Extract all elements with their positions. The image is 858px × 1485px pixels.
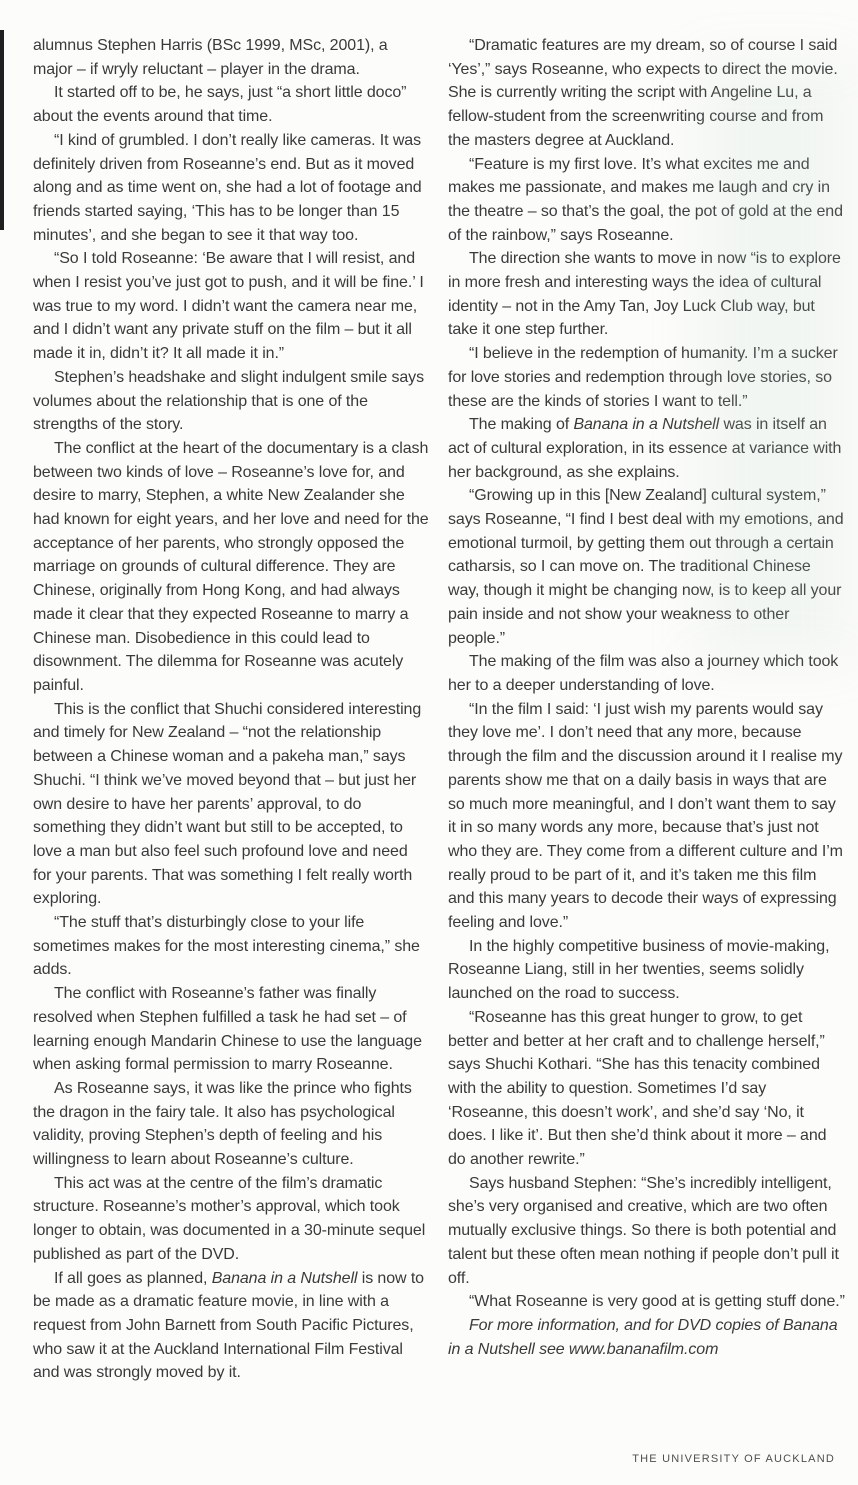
italic-text: Banana in a Nutshell bbox=[211, 1269, 358, 1287]
paragraph bbox=[448, 935, 845, 1006]
article-column-left bbox=[33, 34, 430, 1385]
paragraph bbox=[448, 1314, 845, 1361]
body-text: “I believe in the redemption of humanity. I’m a sucker for love stories and redemption through love stories, so these are the kinds of stories I want to tell.” bbox=[448, 345, 838, 410]
body-text: As Roseanne says, it was like the prince who fights the dragon in the fairy tale. It also has psychological validity, proving Stephen’s depth of feeling and his willingness to learn about Roseanne’s culture. bbox=[33, 1079, 412, 1169]
body-text: “In the film I said: ‘I just wish my parents would say they love me’. I don’t need that any more, because through the film and the discussion around it I realise my parents show me that on a daily basis in ways that are so much more meaningful, and I don’t want them to say it in so many words any more, because that’s just not who they are. They come from a different culture and I’m really proud to be part of it, and it’s taken me this film and this many years to decode their ways of expressing feeling and love.” bbox=[448, 700, 843, 932]
paragraph bbox=[448, 413, 845, 484]
paragraph bbox=[448, 484, 845, 650]
body-text: If all goes as planned, bbox=[54, 1269, 212, 1287]
body-text: This is the conflict that Shuchi considered interesting and timely for New Zealand – “not the relationship between a Chinese woman and a pakeha man,” says Shuchi. “I think we’ve moved beyond that – but just her own desire to have her parents’ approval, to do something they didn’t want but still to be accepted, to love a man but also feel such profound love and need for your parents. That was something I felt really worth exploring. bbox=[33, 700, 422, 908]
paragraph bbox=[448, 247, 845, 342]
paragraph bbox=[33, 698, 430, 911]
body-text: This act was at the centre of the film’s dramatic structure. Roseanne’s mother’s approval, which took longer to obtain, was documented in a 30-minute sequel published as part of the DVD. bbox=[33, 1174, 426, 1263]
paragraph bbox=[33, 366, 430, 437]
body-text: The conflict at the heart of the documentary is a clash between two kinds of love – Roseanne’s love for, and desire to marry, Stephen, a white New Zealander she had known for eight years, and her love and need for the acceptance of her parents, who strongly opposed the marriage on grounds of cultural difference. They are Chinese, originally from Hong Kong, and had always made it clear that they expected Roseanne to marry a Chinese man. Disobedience in this could lead to disownment. The dilemma for Roseanne was acutely painful. bbox=[33, 439, 429, 694]
body-text: “Dramatic features are my dream, so of course I said ‘Yes’,” says Roseanne, who expects to direct the movie. She is currently writing the script with Angeline Lu, a fellow-student from the screenwriting course and from the masters degree at Auckland. bbox=[448, 37, 838, 149]
paragraph bbox=[33, 34, 430, 81]
body-text: Says husband Stephen: “She’s incredibly intelligent, she’s very organised and creative, which are two often mutually exclusive things. So there is both potential and talent but these often mean nothing if people don’t pull it off. bbox=[448, 1174, 839, 1287]
body-text: The making of the film was also a journey which took her to a deeper understanding of love. bbox=[448, 653, 839, 694]
body-text: alumnus Stephen Harris (BSc 1999, MSc, 2001), a major – if wryly reluctant – player in the drama. bbox=[33, 37, 388, 78]
body-text: “What Roseanne is very good at is getting stuff done.” bbox=[469, 1293, 845, 1311]
paragraph bbox=[33, 982, 430, 1077]
paragraph bbox=[448, 1172, 845, 1291]
body-text: In the highly competitive business of movie-making, Roseanne Liang, still in her twenties, seems solidly launched on the road to success. bbox=[448, 937, 830, 1003]
paragraph bbox=[33, 81, 430, 128]
paragraph bbox=[33, 247, 430, 366]
body-text: Stephen’s headshake and slight indulgent smile says volumes about the relationship that is one of the strengths of the story. bbox=[33, 368, 424, 434]
body-text: The making of bbox=[469, 416, 574, 434]
body-text: It started off to be, he says, just “a short little doco” about the events around that time. bbox=[33, 84, 407, 126]
body-text: is now to be made as a dramatic feature movie, in line with a request from John Barnett from South Pacific Pictures, who saw it at the Auckland International Film Festival and was strongly moved by it. bbox=[33, 1269, 424, 1382]
italic-text: Banana in a Nutshell bbox=[573, 416, 720, 434]
paragraph bbox=[33, 1077, 430, 1172]
paragraph bbox=[448, 1006, 845, 1172]
body-text: The conflict with Roseanne’s father was finally resolved when Stephen fulfilled a task he had set – of learning enough Mandarin Chinese to use the language when asking formal permission to marry Roseanne. bbox=[33, 985, 422, 1074]
paragraph bbox=[33, 911, 430, 982]
body-text: was in itself an act of cultural exploration, in its essence at variance with her background, as she explains. bbox=[448, 416, 842, 481]
paragraph bbox=[33, 1172, 430, 1267]
paragraph bbox=[448, 1290, 845, 1314]
paragraph bbox=[448, 34, 845, 153]
paragraph bbox=[448, 698, 845, 935]
paragraph bbox=[33, 129, 430, 248]
paragraph bbox=[33, 1267, 430, 1386]
scan-artifact-line bbox=[0, 30, 4, 230]
body-text: “Growing up in this [New Zealand] cultural system,” says Roseanne, “I find I best deal with my emotions, and emotional turmoil, by getting them out through a certain catharsis, so I can move on. The traditional Chinese way, though it might be changing now, is to keep all your pain inside and not show your weakness to other people.” bbox=[448, 487, 844, 647]
paragraph bbox=[448, 650, 845, 697]
body-text: “So I told Roseanne: ‘Be aware that I will resist, and when I resist you’ve just got to push, and it will be fine.’ I was true to my word. I didn’t want the camera near me, and I didn’t want any private stuff on the film – but it all made it in, didn’t it? It all made it in.” bbox=[33, 250, 424, 363]
body-text: “I kind of grumbled. I don’t really like cameras. It was definitely driven from Roseanne’s end. But as it moved along and as time went on, she had a lot of footage and friends started saying, ‘This has to be longer than 15 minutes’, and she began to see it that way too. bbox=[33, 131, 422, 244]
body-text: “Feature is my first love. It’s what excites me and makes me passionate, and makes me laugh and cry in the theatre – so that’s the goal, the pot of gold at the end of the rainbow,” says Roseanne. bbox=[448, 155, 843, 244]
page-footer bbox=[632, 1453, 835, 1465]
article-column-right bbox=[448, 34, 845, 1385]
paragraph bbox=[448, 342, 845, 413]
paragraph bbox=[448, 153, 845, 248]
publisher-name: THE UNIVERSITY OF AUCKLAND bbox=[632, 1453, 835, 1465]
italic-text: For more information, and for DVD copies of Banana in a Nutshell see www.bananafilm.com bbox=[448, 1316, 838, 1358]
body-text: “Roseanne has this great hunger to grow, to get better and better at her craft and to challenge herself,” says Shuchi Kothari. “She has this tenacity combined with the ability to question. Sometimes I’d say ‘Roseanne, this doesn’t work’, and she’d say ‘No, it does. I like it’. But then she’d think about it more – and do another rewrite.” bbox=[448, 1008, 827, 1169]
body-text: The direction she wants to move in now “is to explore in more fresh and interesting ways the idea of cultural identity – not in the Amy Tan, Joy Luck Club way, but take it one step further. bbox=[448, 250, 841, 339]
body-text: “The stuff that’s disturbingly close to your life sometimes makes for the most interesting cinema,” she adds. bbox=[33, 914, 420, 979]
paragraph bbox=[33, 437, 430, 698]
